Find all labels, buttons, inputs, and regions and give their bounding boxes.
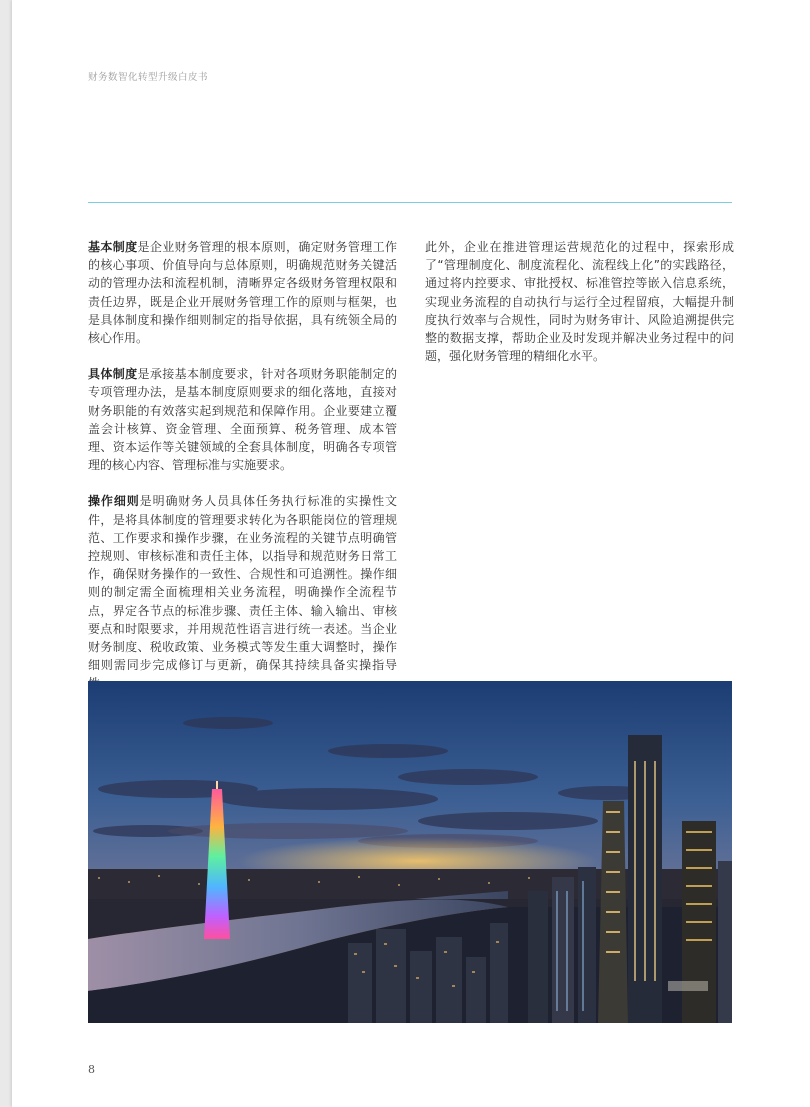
paragraph-practice-path [425,238,734,365]
running-header: 财务数智化转型升级白皮书 [88,72,209,83]
term-specific-system: 具体制度 [88,367,138,382]
left-column [88,238,397,711]
paragraph-text: 是承接基本制度要求，针对各项财务职能制定的专项管理办法，是基本制度原则要求的细化落地，直接对财务职能的有效落实起到规范和保障作用。企业要建立覆盖会计核算、资金管理、全面预算、税务管理、成本管理、资本运作等关键领域的全套具体制度，明确各专项管理的核心内容、管理标准与实施要求。 [88,367,397,473]
paragraph-basic-system [88,238,397,347]
term-operating-rules: 操作细则 [88,494,140,509]
paragraph-specific-system [88,365,397,474]
paragraph-text: 是企业财务管理的根本原则，确定财务管理工作的核心事项、价值导向与总体原则，明确规范财务关键活动的管理办法和流程机制，清晰界定各级财务管理权限和责任边界，既是企业开展财务管理工作的原则与框架，也是具体制度和操作细则制定的指导依据，具有统领全局的核心作用。 [88,240,397,346]
paragraph-text: 是明确财务人员具体任务执行标准的实操性文件，是将具体制度的管理要求转化为各职能岗位的管理规范、工作要求和操作步骤，在业务流程的关键节点明确管控规则、审核标准和责任主体，以指导和规范财务日常工作，确保财务操作的一致性、合规性和可追溯性。操作细则的制定需全面梳理相关业务流程，明确操作全流程节点，界定各节点的标准步骤、责任主体、输入输出、审核要点和时限要求，并用规范性语言进行统一表述。当企业财务制度、税收政策、业务模式等发生重大调整时，操作细则需同步完成修订与更新，确保其持续具备实操指导 [88,494,397,673]
paragraph-text: 此外，企业在推进管理运营规范化的过程中，探索形成了“管理制度化、制度流程化、流程线上化”的实践路径，通过将内控要求、审批授权、标准管控等嵌入信息系统，实现业务流程的自动执行与运行全过程留痕，大幅提升制度执行效率与合规性，同时为财务审计、风险追溯提供完整的数据支撑，帮助企业及时发现并解决业务过程中的问题，强化财务管理的精细化水平。 [425,240,734,364]
paragraph-operating-rules [88,492,397,692]
header-divider [88,202,732,203]
term-basic-system: 基本制度 [88,240,138,254]
city-skyline-photo [88,681,732,1023]
page-number: 8 [88,1063,95,1076]
right-column [425,238,734,383]
document-page [12,0,810,1107]
